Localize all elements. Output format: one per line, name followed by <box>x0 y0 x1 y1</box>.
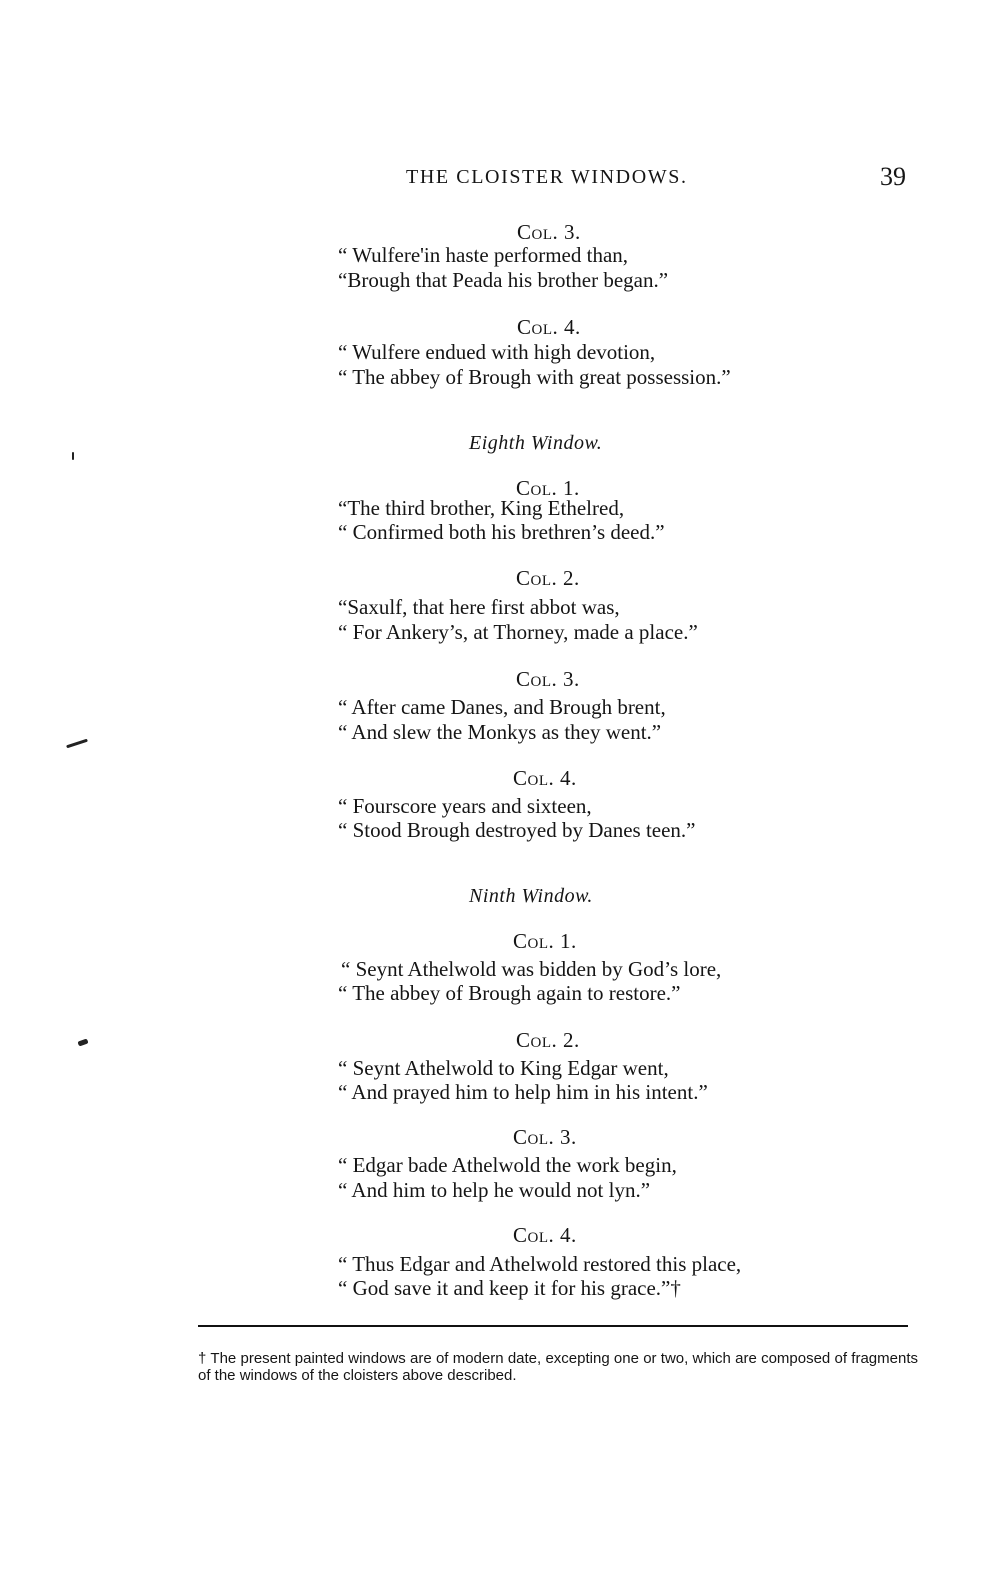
verse-line: “ Thus Edgar and Athelwold restored this place, <box>338 1252 742 1276</box>
column-heading: Col. 3. <box>513 1125 577 1149</box>
verse-line: “ And prayed him to help him in his intent.” <box>338 1080 708 1104</box>
verse-line: “ After came Danes, and Brough brent, <box>338 695 666 719</box>
verse-line: “ God save it and keep it for his grace.”† <box>338 1276 681 1300</box>
column-heading: Col. 1. <box>513 929 577 953</box>
verse-line: “ Seynt Athelwold to King Edgar went, <box>338 1056 669 1080</box>
verse-line: “ Seynt Athelwold was bidden by God’s lore, <box>341 957 722 981</box>
scan-speck <box>72 452 74 460</box>
scan-speck <box>77 1038 88 1046</box>
column-heading: Col. 2. <box>516 566 580 590</box>
column-heading: Col. 3. <box>516 667 580 691</box>
footnote: † The present painted windows are of modern date, excepting one or two, which are composed of fragments of the windows of the cloisters above described. <box>198 1350 918 1384</box>
column-heading: Col. 1. <box>516 476 580 500</box>
verse-line: “Saxulf, that here first abbot was, <box>338 595 620 619</box>
verse-line: “ Stood Brough destroyed by Danes teen.” <box>338 818 696 842</box>
column-heading: Col. 4. <box>517 315 581 339</box>
page-number: 39 <box>880 162 906 191</box>
column-heading: Col. 4. <box>513 1223 577 1247</box>
column-heading: Col. 2. <box>516 1028 580 1052</box>
running-title: THE CLOISTER WINDOWS. <box>406 166 688 188</box>
verse-line: “ The abbey of Brough again to restore.” <box>338 981 681 1005</box>
verse-line: “ Wulfere endued with high devotion, <box>338 340 656 364</box>
verse-line: “ Wulfere'in haste performed than, <box>338 243 629 267</box>
verse-line: “ And him to help he would not lyn.” <box>338 1178 651 1202</box>
verse-line: “Brough that Peada his brother began.” <box>338 268 669 292</box>
verse-line: “ And slew the Monkys as they went.” <box>338 720 662 744</box>
column-heading: Col. 3. <box>517 220 581 244</box>
verse-line: “ Confirmed both his brethren’s deed.” <box>338 520 665 544</box>
verse-line: “ Fourscore years and sixteen, <box>338 794 592 818</box>
verse-line: “ For Ankery’s, at Thorney, made a place.” <box>338 620 698 644</box>
verse-line: “ The abbey of Brough with great possession.” <box>338 365 731 389</box>
verse-line: “The third brother, King Ethelred, <box>338 496 625 520</box>
running-head <box>0 162 1000 196</box>
footnote-rule <box>198 1325 908 1327</box>
window-title-eighth: Eighth Window. <box>469 432 603 454</box>
window-title-ninth: Ninth Window. <box>469 885 593 907</box>
column-heading: Col. 4. <box>513 766 577 790</box>
verse-line: “ Edgar bade Athelwold the work begin, <box>338 1153 677 1177</box>
scan-speck <box>66 739 88 749</box>
